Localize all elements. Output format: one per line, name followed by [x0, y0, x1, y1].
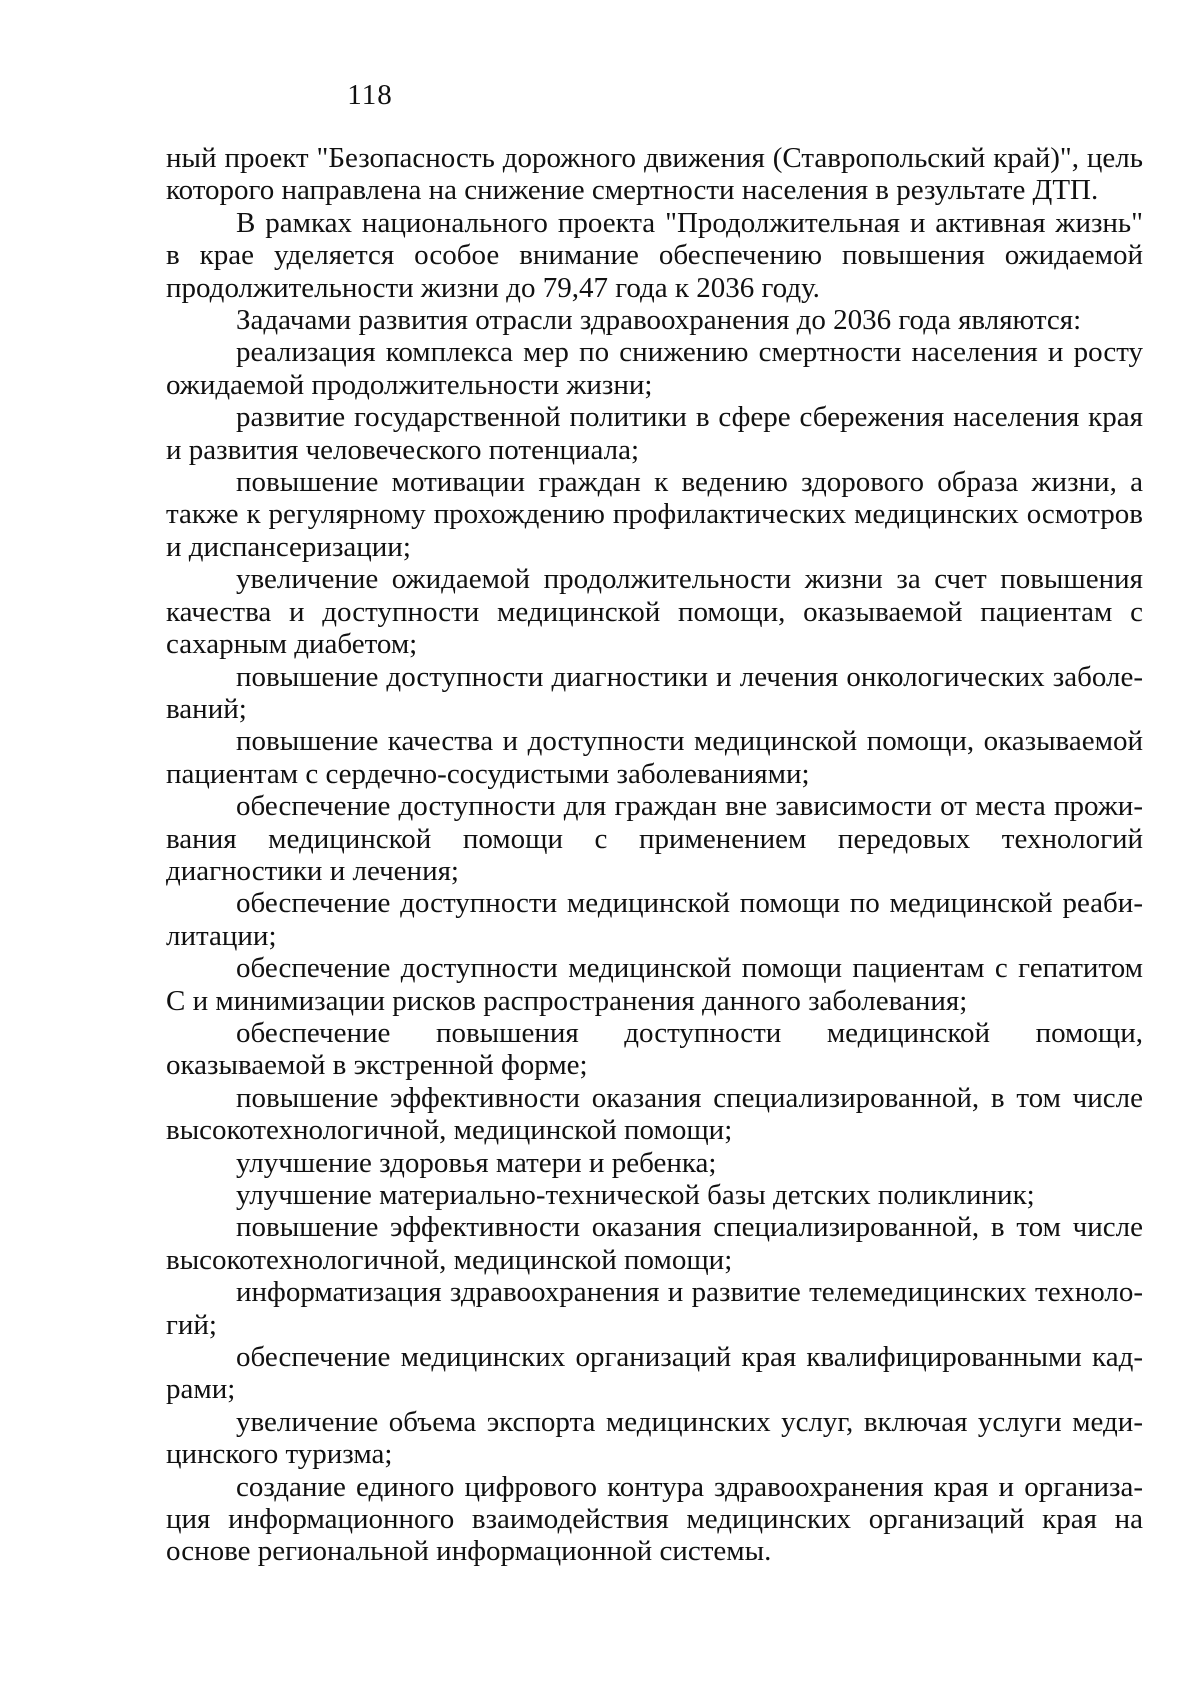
task-item: реализация комплекса мер по снижению смертности населения и росту ожидаемой продолжительности жизни;	[166, 336, 1143, 401]
task-item: повышение мотивации граждан к ведению здорового образа жизни, а также к регулярному прохождению профилактических медицинских осмотров и диспансеризации;	[166, 466, 1143, 563]
task-item: увеличение объема экспорта медицинских услуг, включая услуги медицинского туризма;	[166, 1405, 1143, 1471]
paragraph-national-project: В рамках национального проекта "Продолжительная и активная жизнь" в крае уделяется особое внимание обеспечению повышения ожидаемой продолжительности жизни до 79,47 года к 2036 году.	[166, 206, 1143, 304]
task-item: развитие государственной политики в сфере сбережения населения края и развития человеческого потенциала;	[166, 401, 1143, 466]
task-item: улучшение здоровья матери и ребенка;	[236, 1146, 717, 1179]
task-item: информатизация здравоохранения и развитие телемедицинских технологий;	[166, 1276, 1143, 1341]
task-item: создание единого цифрового контура здравоохранения края и организация информационного взаимодействия медицинских организаций края на основе региональной информационной системы.	[166, 1470, 1143, 1568]
task-item: обеспечение повышения доступности медицинской помощи, оказываемой в экстренной форме;	[166, 1016, 1143, 1082]
task-item: повышение эффективности оказания специализированной, в том числе высокотехнологичной, медицинской помощи;	[166, 1081, 1143, 1147]
task-item: обеспечение доступности медицинской помощи по медицинской реабилитации;	[166, 887, 1143, 952]
task-item: обеспечение медицинских организаций края квалифицированными кадрами;	[166, 1341, 1143, 1406]
task-item: повышение качества и доступности медицинской помощи, оказываемой пациентам с сердечно-сосудистыми заболеваниями;	[166, 725, 1143, 790]
paragraph-continuation: ный проект "Безопасность дорожного движения (Ставропольский край)", цель которого направлена на снижение смертности населения в результате ДТП.	[166, 142, 1143, 207]
task-item: обеспечение доступности медицинской помощи пациентам с гепатитом С и минимизации рисков распространения данного заболевания;	[166, 952, 1143, 1017]
page-number-row	[0, 78, 1200, 112]
paragraph-tasks-intro: Задачами развития отрасли здравоохранения до 2036 года являются:	[236, 304, 1082, 337]
task-item: улучшение материально-технической базы детских поликлиник;	[236, 1179, 1035, 1211]
task-item: повышение эффективности оказания специализированной, в том числе высокотехнологичной, медицинской помощи;	[166, 1211, 1143, 1276]
task-item: обеспечение доступности для граждан вне зависимости от места проживания медицинской помощи с применением передовых технологий диагностики и лечения;	[166, 790, 1143, 887]
task-item: повышение доступности диагностики и лечения онкологических заболеваний;	[166, 660, 1143, 725]
task-item: увеличение ожидаемой продолжительности жизни за счет повышения качества и доступности медицинской помощи, оказываемой пациентам с сахарным диабетом;	[166, 563, 1143, 661]
page-number: 118	[347, 79, 393, 111]
document-body	[166, 142, 1143, 1568]
